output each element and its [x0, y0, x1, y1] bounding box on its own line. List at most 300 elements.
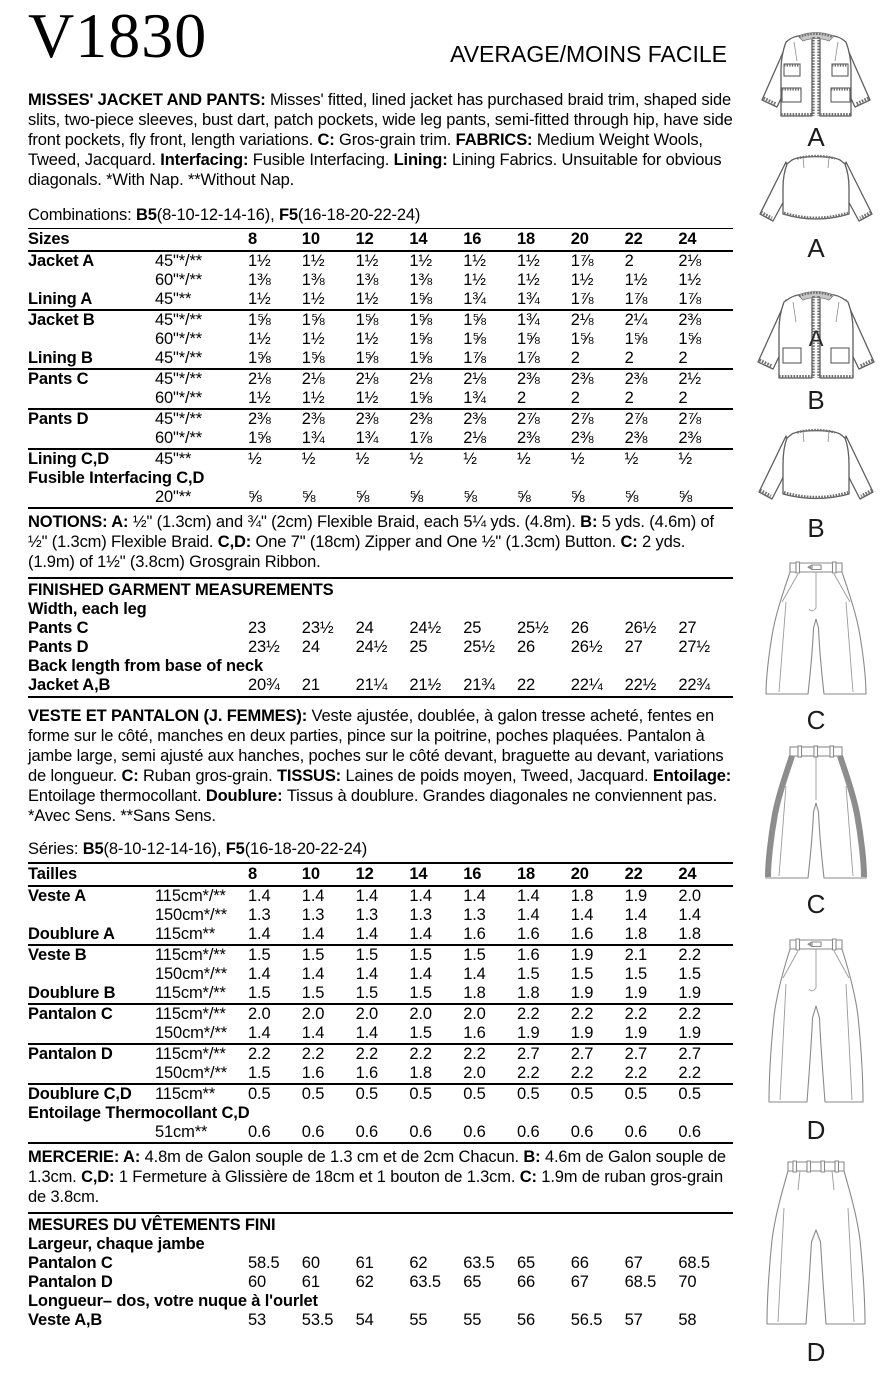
size-column-header: 20 — [570, 230, 589, 248]
table-row — [28, 581, 733, 600]
fabric-width: 45"** — [155, 450, 192, 468]
yardage-value: 1.5 — [355, 946, 379, 964]
yardage-value: 2⅜ — [355, 410, 379, 428]
mercerie-heading: MERCERIE: A: — [28, 1148, 145, 1166]
yardage-value: 1⅝ — [516, 330, 540, 348]
row-label: Lining A — [28, 290, 93, 308]
yardage-value: 0.5 — [301, 1085, 325, 1103]
size-column-header: 12 — [355, 865, 374, 883]
yardage-value: 1⅝ — [678, 330, 702, 348]
series-b5: B5 — [82, 840, 104, 858]
table-row — [28, 1104, 733, 1123]
table-row — [28, 1292, 733, 1311]
row-label: Pantalon D — [28, 1273, 113, 1291]
desc-en-view-c: C: — [317, 131, 340, 149]
yardage-value: 60 — [248, 1273, 267, 1291]
figure-pants-c-front — [742, 556, 890, 734]
figure-label: D — [806, 1337, 826, 1367]
row-label: Doublure B — [28, 984, 116, 1002]
yardage-value: 2.7 — [516, 1045, 540, 1063]
yardage-value: ⅝ — [463, 488, 477, 506]
yardage-value: 2⅜ — [678, 429, 702, 447]
row-label: Longueur– dos, votre nuque à l'ourlet — [28, 1292, 318, 1310]
yardage-value: 22 — [516, 676, 536, 694]
fabric-width: 115cm** — [155, 1085, 216, 1103]
row-label: Width, each leg — [28, 600, 147, 618]
mercerie-paragraph — [28, 1144, 733, 1212]
yardage-value: ⅝ — [516, 488, 531, 506]
yardage-value: 1⅞ — [624, 290, 648, 308]
yardage-value: 62 — [355, 1273, 374, 1291]
table-row — [28, 887, 733, 906]
yardage-value: 66 — [570, 1254, 589, 1272]
yardage-value: 1.3 — [355, 906, 379, 924]
yardage-value: 1.5 — [248, 946, 271, 964]
yardage-value: 2.2 — [678, 1064, 701, 1082]
row-label: Pants C — [28, 370, 89, 388]
yardage-value: 1.4 — [248, 965, 271, 983]
yardage-value: 2⅛ — [355, 370, 379, 388]
figure-label: B — [807, 385, 825, 415]
yardage-value: 0.5 — [516, 1085, 540, 1103]
yardage-value: 1⅝ — [463, 330, 486, 348]
yardage-value: 2⅛ — [409, 370, 433, 388]
table-row — [28, 488, 733, 507]
fabric-width: 115cm*/** — [155, 946, 226, 964]
yardage-value: 2⅛ — [678, 252, 702, 270]
yardage-value: 22¼ — [570, 676, 603, 694]
yardage-value: 2.2 — [678, 1005, 701, 1023]
yardage-value: 2.0 — [301, 1005, 325, 1023]
table-row — [28, 330, 733, 349]
desc-en-text: Lining Fabrics. Unsuitable for obvious diagonals. *With Nap. **Without Nap. — [28, 151, 722, 189]
desc-fr-text: Entoilage thermocollant. — [28, 787, 206, 805]
yardage-value: 1.6 — [570, 925, 594, 943]
yardage-value: 0.5 — [678, 1085, 701, 1103]
yardage-value: 1.4 — [678, 906, 701, 924]
size-column-header: 18 — [516, 865, 536, 883]
yardage-value: ⅝ — [624, 488, 639, 506]
table-row — [28, 925, 733, 944]
yardage-value: 21¾ — [463, 676, 495, 694]
table-row — [28, 309, 733, 330]
yardage-value: 2⅛ — [570, 311, 594, 329]
yardage-value: 2.2 — [570, 1064, 594, 1082]
notions-cd: C,D: — [217, 533, 256, 551]
yardage-value: 1.4 — [355, 887, 379, 905]
yardage-value: 1.8 — [624, 925, 648, 943]
yardage-value: 2 — [516, 389, 527, 407]
yardage-value: 1⅝ — [248, 311, 271, 329]
yardage-value: 2 — [624, 349, 634, 367]
yardage-value: 1¾ — [463, 389, 486, 407]
mercerie-text: 4.6m de Galon souple de 1.3cm. — [28, 1148, 726, 1186]
yardage-value: 1.4 — [301, 887, 325, 905]
fabric-width: 115cm*/** — [155, 1045, 226, 1063]
yardage-value: 1½ — [355, 389, 379, 407]
row-label: Pantalon C — [28, 1005, 113, 1023]
yardage-value: 66 — [516, 1273, 536, 1291]
yardage-value: 0.5 — [355, 1085, 379, 1103]
table-row — [28, 600, 733, 619]
table-row — [28, 429, 733, 448]
yardage-value: 1.8 — [570, 887, 594, 905]
row-label: Entoilage Thermocollant C,D — [28, 1104, 250, 1122]
yardage-value: 1½ — [301, 290, 325, 308]
table-row — [28, 1043, 733, 1064]
table-header-row — [28, 864, 733, 887]
yardage-value: 1.9 — [624, 1024, 648, 1042]
figure-jacket-b-back — [742, 424, 890, 542]
pants-c-front-illustration — [746, 556, 886, 706]
desc-fr-entoilage: Entoilage: — [652, 767, 732, 785]
series-f5: F5 — [225, 840, 245, 858]
yardage-value: 1.9 — [570, 984, 594, 1002]
table-row — [28, 271, 733, 290]
finished-garment-measurements-table — [28, 577, 733, 698]
size-column-header: 12 — [355, 230, 374, 248]
pants-c-back-illustration — [746, 740, 886, 890]
yardage-value: 0.6 — [463, 1123, 486, 1141]
yardage-value: 25½ — [463, 638, 495, 656]
yardage-value: 0.6 — [516, 1123, 540, 1141]
row-label: Veste A — [28, 887, 86, 905]
jacket-b-back-illustration — [746, 424, 886, 514]
mesures-vetements-fini-table — [28, 1212, 733, 1330]
figure-pants-c-back — [742, 740, 890, 918]
combinations-b5-sizes: (8-10-12-14-16), — [156, 206, 279, 224]
size-column-header: 14 — [409, 230, 428, 248]
yardage-value: 22½ — [624, 676, 657, 694]
yardage-value: 1⅝ — [409, 311, 433, 329]
row-label: Fusible Interfacing C,D — [28, 469, 205, 487]
row-label: MESURES DU VÊTEMENTS FINI — [28, 1216, 276, 1234]
yardage-value: 1⅞ — [516, 349, 540, 367]
yardage-value: 1.9 — [624, 887, 648, 905]
yardage-value: 2⅜ — [570, 370, 594, 388]
yardage-value: 1.4 — [516, 906, 540, 924]
fabric-width: 20"** — [155, 488, 192, 506]
yardage-value: ⅝ — [678, 488, 692, 506]
yardage-value: 2.0 — [463, 1064, 486, 1082]
yardage-value: 1.9 — [516, 1024, 540, 1042]
desc-fr-heading: VESTE ET PANTALON (J. FEMMES): — [28, 707, 312, 725]
yardage-value: ½ — [301, 450, 316, 468]
desc-en-text: Fusible Interfacing. — [252, 151, 394, 169]
mercerie-text: 4.8m de Galon souple de 1.3 cm et de 2cm Chacun. — [144, 1148, 524, 1166]
yardage-value: 58.5 — [248, 1254, 280, 1272]
table-header-label: Sizes — [28, 230, 70, 248]
figure-label: B — [807, 513, 825, 543]
yardage-value: 2⅜ — [678, 311, 702, 329]
desc-en-interfacing: Interfacing: — [160, 151, 253, 169]
yardage-value: 1.5 — [248, 984, 271, 1002]
yardage-value: 2.0 — [409, 1005, 432, 1023]
notions-text: 5 yds. (4.6m) of ½" (1.3cm) Flexible Braid. — [28, 513, 714, 551]
yardage-value: 23½ — [248, 638, 280, 656]
yardage-value: 2⅜ — [301, 410, 325, 428]
yardage-value: 53.5 — [301, 1311, 334, 1329]
yardage-value: 53 — [248, 1311, 267, 1329]
yardage-value: 2⅛ — [248, 370, 271, 388]
yardage-value: 1¾ — [463, 290, 486, 308]
yardage-value: 2⅜ — [516, 429, 540, 447]
yardage-value: ½ — [570, 450, 585, 468]
yardage-value: 1.5 — [409, 946, 432, 964]
yardage-value: 1.4 — [463, 965, 486, 983]
yardage-value: 2⅛ — [301, 370, 325, 388]
table-row — [28, 619, 733, 638]
figure-jacket-a-front — [742, 28, 890, 151]
yardage-value: 1½ — [516, 271, 540, 289]
yardage-value: 2 — [624, 252, 634, 270]
yardage-value: 1¾ — [516, 311, 540, 329]
yardage-value: 1¾ — [516, 290, 540, 308]
table-row — [28, 1003, 733, 1024]
yardage-value: 1.4 — [301, 965, 325, 983]
row-label: Pants C — [28, 619, 89, 637]
yardage-value: 2.0 — [248, 1005, 271, 1023]
yardage-value: 1.8 — [463, 984, 486, 1002]
yardage-value: 63.5 — [409, 1273, 441, 1291]
size-column-header: 16 — [463, 865, 482, 883]
fabric-width: 115cm** — [155, 925, 216, 943]
yardage-value: 1.6 — [516, 946, 540, 964]
yardage-value: 1⅝ — [301, 311, 325, 329]
yardage-value: 1.5 — [516, 965, 540, 983]
table-row — [28, 657, 733, 676]
fabric-width: 60"*/** — [155, 271, 203, 289]
yardage-value: 2.2 — [678, 946, 701, 964]
fabric-width: 60"*/** — [155, 429, 203, 447]
row-label: Veste A,B — [28, 1311, 103, 1329]
yardage-value: 1.5 — [624, 965, 648, 983]
row-label: Lining B — [28, 349, 93, 367]
yardage-value: 2⅛ — [463, 429, 486, 447]
pants-d-back-illustration — [746, 1156, 886, 1338]
fabric-width: 150cm*/** — [155, 1064, 228, 1082]
yardage-value: 2⅜ — [624, 370, 648, 388]
yardage-value: 1⅝ — [355, 349, 379, 367]
fabric-width: 45"*/** — [155, 370, 203, 388]
yardage-value: 1⅝ — [409, 290, 433, 308]
yardage-value: 1.3 — [409, 906, 432, 924]
yardage-value: 1⅞ — [409, 429, 433, 447]
yardage-value: 22¾ — [678, 676, 711, 694]
yardage-value: 2⅞ — [570, 410, 594, 428]
yardage-value: 2 — [678, 349, 688, 367]
yardage-value: 1½ — [301, 330, 325, 348]
desc-fr-text: Veste ajustée, doublée, à galon tresse acheté, fentes en forme sur le côté, manches en deux parties, pince sur la poitrine, poches plaquées. Pantalon à jambe large, semi ajusté aux hanches, poches sur le côté devant, braguette au devant, variations de longueur. — [28, 707, 724, 785]
table-row — [28, 1216, 733, 1235]
yardage-value: 26 — [570, 619, 589, 637]
yardage-value: 1.4 — [409, 965, 432, 983]
yardage-value: 1.4 — [248, 925, 271, 943]
yardage-value: 2.7 — [678, 1045, 701, 1063]
yardage-value: 1.5 — [409, 984, 432, 1002]
yardage-table-french — [28, 862, 733, 1144]
yardage-value: 1.4 — [248, 1024, 271, 1042]
combinations-prefix: Combinations: — [28, 206, 136, 224]
yardage-value: 1.3 — [248, 906, 271, 924]
fabric-width: 60"*/** — [155, 330, 203, 348]
yardage-value: 2⅜ — [624, 429, 648, 447]
table-row — [28, 290, 733, 309]
yardage-value: 1⅜ — [301, 271, 325, 289]
yardage-value: ⅝ — [355, 488, 370, 506]
table-row — [28, 638, 733, 657]
yardage-value: 2 — [624, 389, 634, 407]
yardage-value: ⅝ — [301, 488, 316, 506]
size-column-header: 8 — [248, 865, 258, 883]
combinations-b5: B5 — [135, 206, 157, 224]
table-row — [28, 1064, 733, 1083]
table-row — [28, 1273, 733, 1292]
table-row — [28, 984, 733, 1003]
yardage-value: 1.4 — [570, 906, 594, 924]
yardage-value: 26 — [516, 638, 536, 656]
desc-fr-text: Laines de poids moyen, Tweed, Jacquard. — [345, 767, 653, 785]
mercerie-text: 1 Fermeture à Glissière de 18cm et 1 bouton de 1.3cm. — [118, 1168, 520, 1186]
yardage-value: 1.3 — [463, 906, 486, 924]
yardage-value: ½ — [355, 450, 370, 468]
yardage-value: 0.5 — [570, 1085, 594, 1103]
size-column-header: 16 — [463, 230, 482, 248]
yardage-value: 1⅝ — [355, 311, 379, 329]
yardage-value: 1⅞ — [570, 252, 594, 270]
mercerie-c: C: — [519, 1168, 542, 1186]
table-row — [28, 944, 733, 965]
table-header-label: Tailles — [28, 865, 78, 883]
yardage-value: 1.5 — [409, 1024, 432, 1042]
combinations-f5-sizes: (16-18-20-22-24) — [297, 206, 421, 224]
yardage-value: 0.5 — [624, 1085, 648, 1103]
yardage-value: 57 — [624, 1311, 643, 1329]
size-column-header: 14 — [409, 865, 428, 883]
yardage-value: 1½ — [409, 252, 433, 270]
table-row — [28, 469, 733, 488]
row-label: Veste B — [28, 946, 87, 964]
yardage-value: ½ — [409, 450, 424, 468]
size-column-header: 10 — [301, 865, 320, 883]
fabric-width: 45"** — [155, 290, 192, 308]
notions-text: One 7" (18cm) Zipper and One ½" (1.3cm) Button. — [255, 533, 621, 551]
row-label: Jacket A — [28, 252, 95, 270]
jacket-a-back-illustration — [746, 150, 886, 234]
yardage-value: 1.4 — [301, 1024, 325, 1042]
main-column — [28, 0, 733, 1330]
yardage-value: 2.2 — [516, 1005, 540, 1023]
yardage-value: 2⅜ — [463, 410, 486, 428]
yardage-value: 1½ — [355, 252, 379, 270]
yardage-value: 1½ — [624, 271, 648, 289]
yardage-value: ⅝ — [570, 488, 585, 506]
yardage-value: 70 — [678, 1273, 697, 1291]
yardage-value: 1½ — [516, 252, 540, 270]
yardage-value: 2 — [570, 349, 580, 367]
fabric-width: 150cm*/** — [155, 906, 228, 924]
combinations-line — [28, 205, 733, 225]
fabric-width: 150cm*/** — [155, 965, 228, 983]
figure-overlay-letter: A — [808, 326, 824, 351]
difficulty-label: AVERAGE/MOINS FACILE — [450, 41, 727, 67]
pants-d-front-illustration — [746, 934, 886, 1116]
yardage-value: 2.1 — [624, 946, 648, 964]
yardage-value: 25 — [409, 638, 428, 656]
yardage-value: 2⅞ — [678, 410, 702, 428]
size-column-header: 8 — [248, 230, 258, 248]
yardage-value: 1⅝ — [409, 389, 433, 407]
figure-label: D — [806, 1115, 826, 1145]
yardage-value: 1½ — [355, 290, 379, 308]
row-label: FINISHED GARMENT MEASUREMENTS — [28, 581, 334, 599]
yardage-value: 27 — [678, 619, 697, 637]
yardage-value: 24 — [301, 638, 320, 656]
yardage-value: 0.6 — [409, 1123, 432, 1141]
yardage-value: 24½ — [409, 619, 442, 637]
yardage-value: 1.9 — [570, 1024, 594, 1042]
desc-en-text: Gros-grain trim. — [339, 131, 456, 149]
yardage-value: 54 — [355, 1311, 374, 1329]
figure-jacket-b-front — [742, 286, 890, 414]
row-label: Pantalon C — [28, 1254, 113, 1272]
yardage-value: 1½ — [301, 252, 325, 270]
yardage-value: 55 — [409, 1311, 428, 1329]
yardage-value: 2.0 — [678, 887, 701, 905]
fabric-width: 51cm** — [155, 1123, 208, 1141]
yardage-value: 1½ — [355, 330, 379, 348]
fabric-width: 45"*/** — [155, 252, 203, 270]
description-english — [28, 90, 733, 190]
table-row — [28, 965, 733, 984]
figure-label: C — [806, 889, 826, 919]
series-f5-sizes: (16-18-20-22-24) — [244, 840, 368, 858]
table-header-row — [28, 229, 733, 252]
row-label: Pants D — [28, 638, 89, 656]
figure-pants-d-back — [742, 1156, 890, 1366]
yardage-value: 65 — [463, 1273, 482, 1291]
yardage-value: 1.6 — [355, 1064, 379, 1082]
yardage-value: 2⅛ — [463, 370, 486, 388]
yardage-value: 2.0 — [355, 1005, 379, 1023]
yardage-value: ½ — [248, 450, 262, 468]
desc-en-text: Misses' fitted, lined jacket has purchased braid trim, shaped side slits, two-piece sleeves, bust dart, patch pockets, wide leg pants, semi-fitted through hip, have side front pockets, fly front, length variations. — [28, 91, 733, 149]
yardage-value: 1½ — [248, 330, 271, 348]
yardage-value: 1.8 — [516, 984, 540, 1002]
yardage-value: 1.6 — [516, 925, 540, 943]
row-label: Lining C,D — [28, 450, 109, 468]
yardage-value: 2.2 — [248, 1045, 271, 1063]
yardage-value: 2.2 — [516, 1064, 540, 1082]
desc-fr-view-c: C: — [121, 767, 144, 785]
yardage-value: 21½ — [409, 676, 442, 694]
yardage-value: 24 — [355, 619, 374, 637]
notions-c: C: — [620, 533, 643, 551]
yardage-value: 2⅜ — [570, 429, 594, 447]
yardage-value: 1.4 — [463, 887, 486, 905]
yardage-value: 0.5 — [409, 1085, 432, 1103]
notions-heading: NOTIONS: A: — [28, 513, 133, 531]
yardage-value: 1.9 — [624, 984, 648, 1002]
yardage-value: 0.6 — [301, 1123, 325, 1141]
yardage-value: 1.5 — [248, 1064, 271, 1082]
yardage-value: 55 — [463, 1311, 482, 1329]
yardage-value: 2.2 — [624, 1064, 648, 1082]
series-b5-sizes: (8-10-12-14-16), — [103, 840, 226, 858]
row-label: Largeur, chaque jambe — [28, 1235, 205, 1253]
yardage-value: 1⅞ — [570, 290, 594, 308]
yardage-value: 0.5 — [463, 1085, 486, 1103]
